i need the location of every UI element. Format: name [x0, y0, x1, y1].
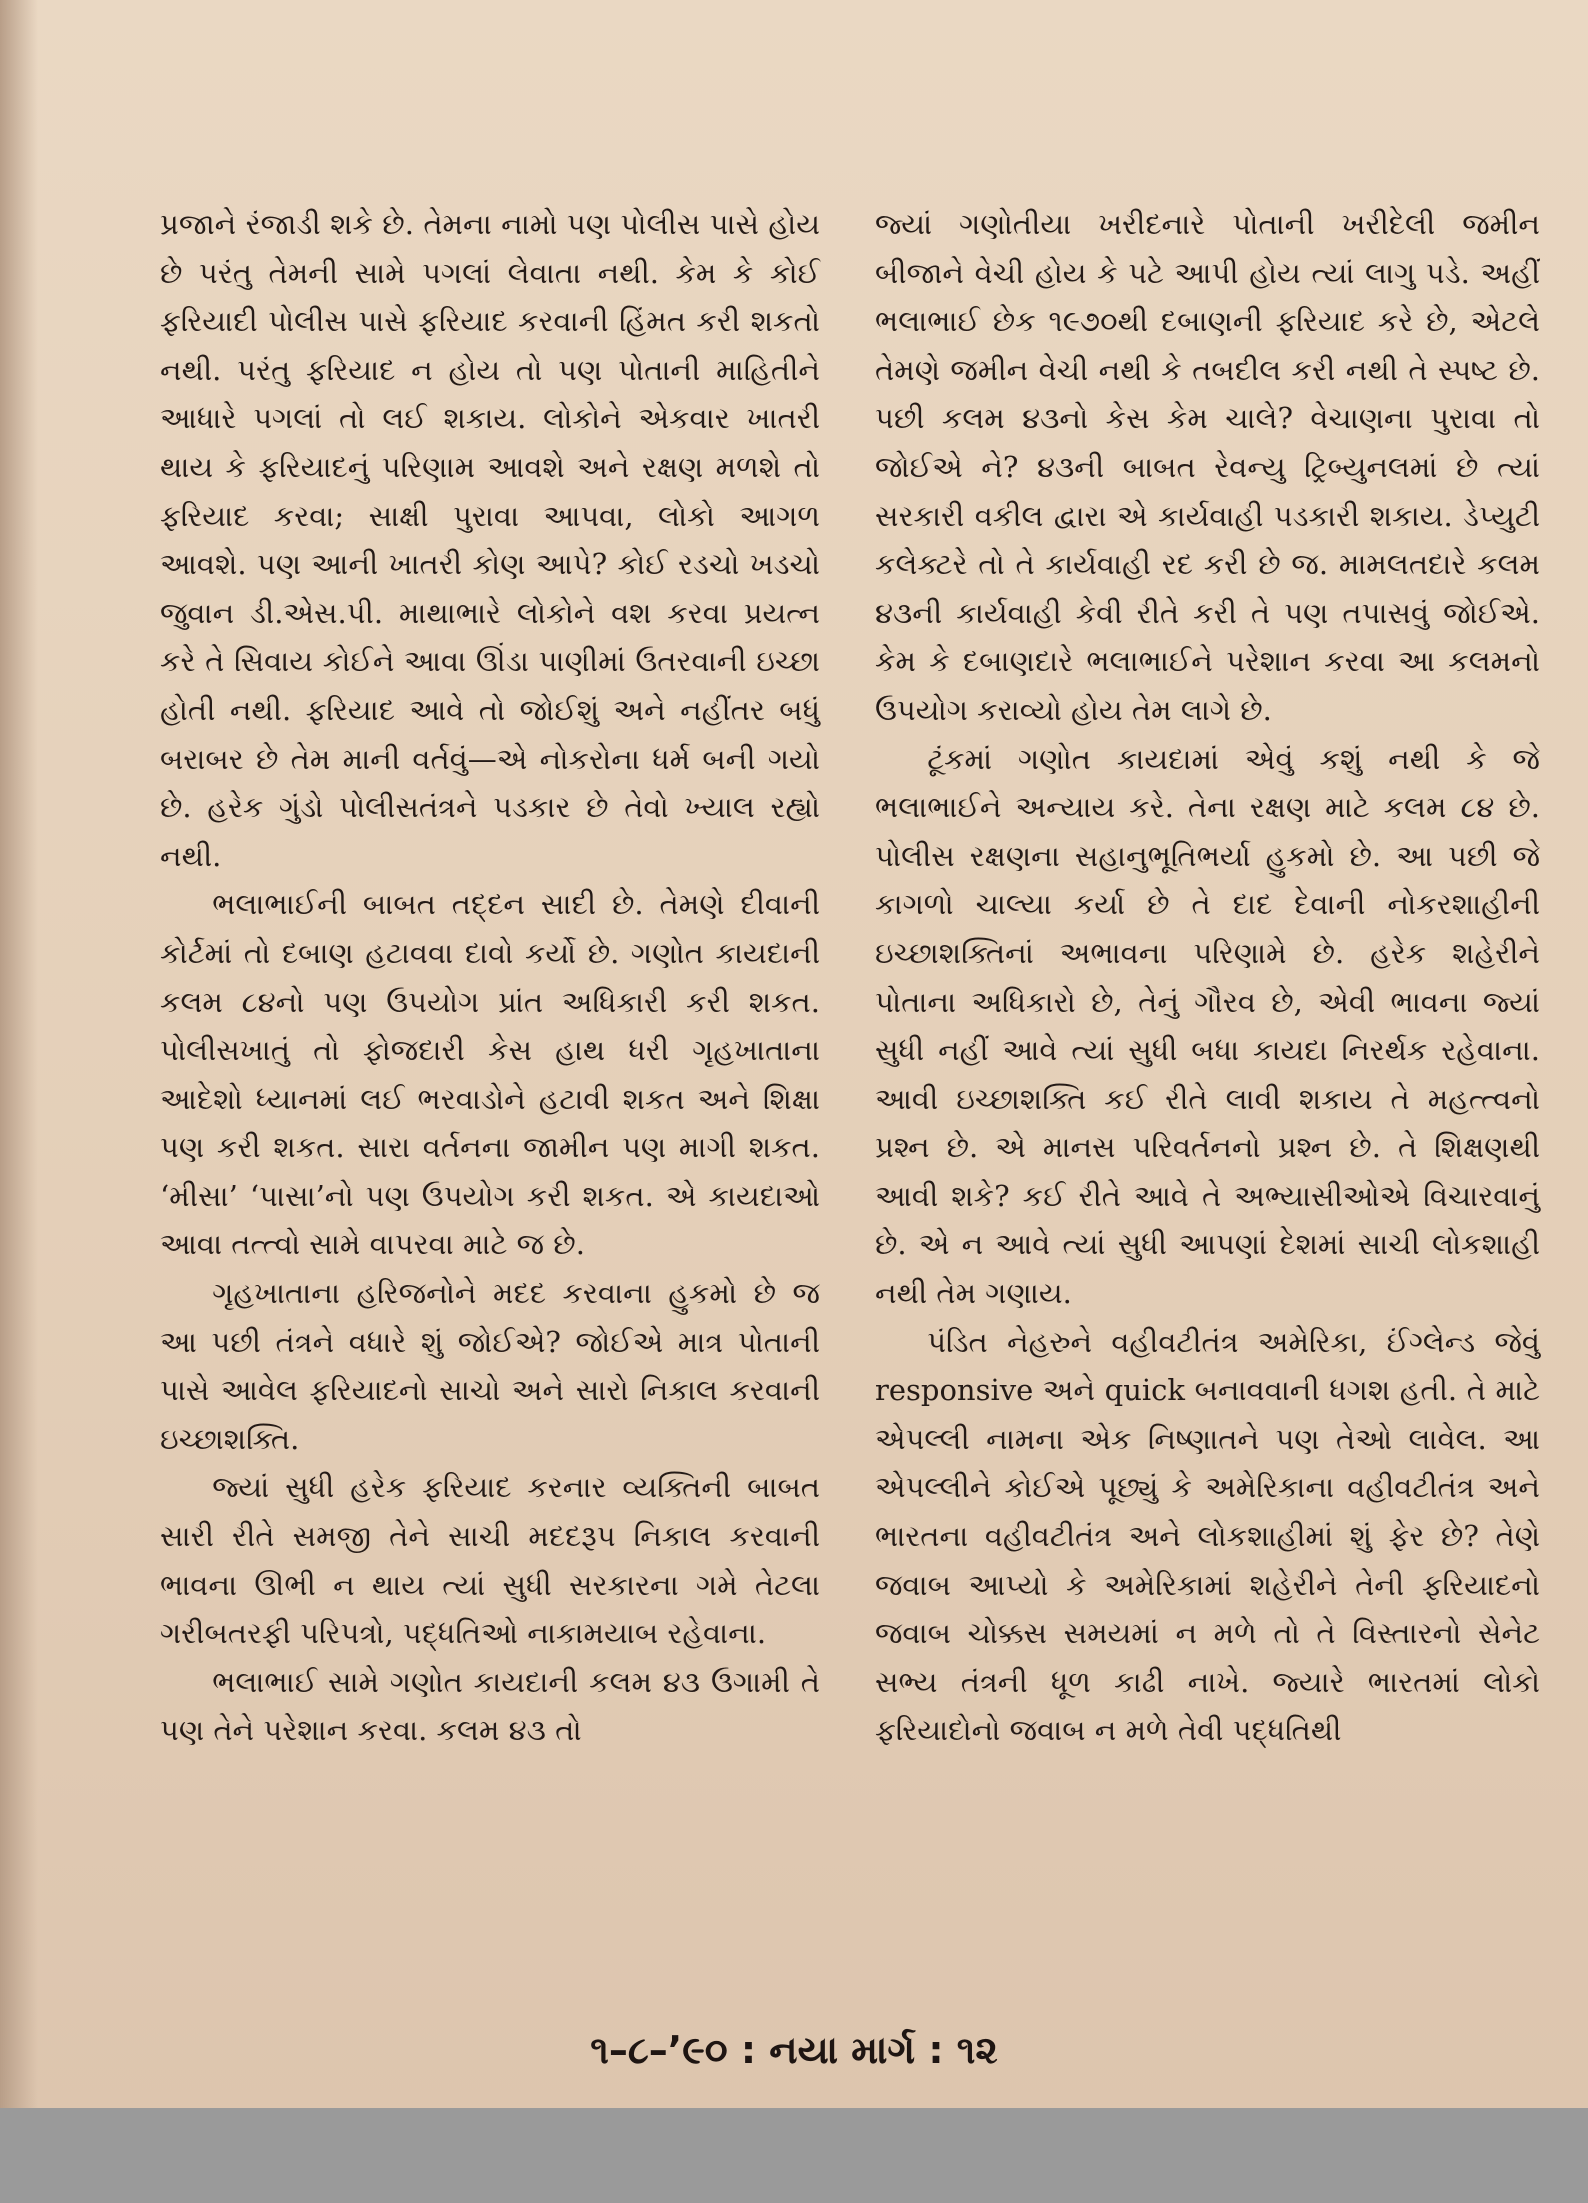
paragraph: પંડિત નેહરુને વહીવટીતંત્ર અમેરિકા, ઈંગ્લેન્ડ જેવું responsive અને quick બનાવવાની ધગશ હતી. તે માટે એપલ્લી નામના એક નિષ્ણાતને પણ તેઓ લાવેલ. આ એપલ્લીને કોઈએ પૂછ્યું કે અમેરિકાના વહીવટીતંત્ર અને ભારતના વહીવટીતંત્ર અને લોકશાહીમાં શું ફેર છે? તેણે જવાબ આપ્યો કે અમેરિકામાં શહેરીને તેની ફરિયાદનો જવાબ ચોક્કસ સમયમાં ન મળે તો તે વિસ્તારનો સેનેટ સભ્ય તંત્રની ધૂળ કાઢી નાખે. જ્યારે ભારતમાં લોકો ફરિયાદોનો જવાબ ન મળે તેવી પદ્ધતિથી: [875, 1324, 1540, 1748]
left-column: [160, 200, 820, 1755]
right-column: [875, 200, 1540, 1755]
scan-background-band: [0, 2108, 1588, 2203]
paragraph: ટૂંકમાં ગણોત કાયદામાં એવું કશું નથી કે જે ભલાભાઈને અન્યાય કરે. તેના રક્ષણ માટે કલમ ૮૪ છે. પોલીસ રક્ષણના સહાનુભૂતિભર્યા હુકમો છે. આ પછી જે કાગળો ચાલ્યા કર્યા છે તે દાદ દેવાની નોકરશાહીની ઇચ્છાશક્તિનાં અભાવના પરિણામે છે. હરેક શહેરીને પોતાના અધિકારો છે, તેનું ગૌરવ છે, એવી ભાવના જ્યાં સુધી નહીં આવે ત્યાં સુધી બધા કાયદા નિરર્થક રહેવાના. આવી ઇચ્છાશક્તિ કઈ રીતે લાવી શકાય તે મહત્ત્વનો પ્રશ્ન છે. એ માનસ પરિવર્તનનો પ્રશ્ન છે. તે શિક્ષણથી આવી શકે? કઈ રીતે આવે તે અભ્યાસીઓએ વિચારવાનું છે. એ ન આવે ત્યાં સુધી આપણાં દેશમાં સાચી લોકશાહી નથી તેમ ગણાય.: [875, 741, 1540, 1311]
paragraph: ભલાભાઈની બાબત તદ્દન સાદી છે. તેમણે દીવાની કોર્ટમાં તો દબાણ હટાવવા દાવો કર્યો છે. ગણોત કાયદાની કલમ ૮૪નો પણ ઉપયોગ પ્રાંત અધિકારી કરી શકત. પોલીસખાતું તો ફોજદારી કેસ હાથ ધરી ગૃહખાતાના આદેશો ધ્યાનમાં લઈ ભરવાડોને હટાવી શકત અને શિક્ષા પણ કરી શકત. સારા વર્તનના જામીન પણ માગી શકત. ‘મીસા’ ‘પાસા’નો પણ ઉપયોગ કરી શકત. એ કાયદાઓ આવા તત્ત્વો સામે વાપરવા માટે જ છે.: [160, 887, 820, 1262]
paragraph: ભલાભાઈ સામે ગણોત કાયદાની કલમ ૪૩ ઉગામી તે પણ તેને પરેશાન કરવા. કલમ ૪૩ તો: [160, 1664, 820, 1748]
page-footer: ૧–૮–’૯૦ : નયા માર્ગ : ૧૨: [590, 2028, 998, 2072]
paragraph: ગૃહખાતાના હરિજનોને મદદ કરવાના હુકમો છે જ આ પછી તંત્રને વધારે શું જોઈએ? જોઈએ માત્ર પોતાની પાસે આવેલ ફરિયાદનો સાચો અને સારો નિકાલ કરવાની ઇચ્છાશક્તિ.: [160, 1276, 820, 1456]
paragraph: જ્યાં ગણોતીયા ખરીદનારે પોતાની ખરીદેલી જમીન બીજાને વેચી હોય કે પટે આપી હોય ત્યાં લાગુ પડે. અહીં ભલાભાઈ છેક ૧૯૭૦થી દબાણની ફરિયાદ કરે છે, એટલે તેમણે જમીન વેચી નથી કે તબદીલ કરી નથી તે સ્પષ્ટ છે. પછી કલમ ૪૩નો કેસ કેમ ચાલે? વેચાણના પુરાવા તો જોઈએ ને? ૪૩ની બાબત રેવન્યુ ટ્રિબ્યુનલમાં છે ત્યાં સરકારી વકીલ દ્વારા એ કાર્યવાહી પડકારી શકાય. ડેપ્યુટી કલેક્ટરે તો તે કાર્યવાહી રદ કરી છે જ. મામલતદારે કલમ ૪૩ની કાર્યવાહી કેવી રીતે કરી તે પણ તપાસવું જોઈએ. કેમ કે દબાણદારે ભલાભાઈને પરેશાન કરવા આ કલમનો ઉપયોગ કરાવ્યો હોય તેમ લાગે છે.: [875, 207, 1541, 727]
binding-shadow: [0, 0, 38, 2203]
paragraph: પ્રજાને રંજાડી શકે છે. તેમના નામો પણ પોલીસ પાસે હોય છે પરંતુ તેમની સામે પગલાં લેવાતા નથી. કેમ કે કોઈ ફરિયાદી પોલીસ પાસે ફરિયાદ કરવાની હિંમત કરી શકતો નથી. પરંતુ ફરિયાદ ન હોય તો પણ પોતાની માહિતીને આધારે પગલાં તો લઈ શકાય. લોકોને એકવાર ખાતરી થાય કે ફરિયાદનું પરિણામ આવશે અને રક્ષણ મળશે તો ફરિયાદ કરવા; સાક્ષી પુરાવા આપવા, લોકો આગળ આવશે. પણ આની ખાતરી કોણ આપે? કોઈ રડચો ખડચો જુવાન ડી.એસ.પી. માથાભારે લોકોને વશ કરવા પ્રયત્ન કરે તે સિવાય કોઈને આવા ઊંડા પાણીમાં ઉતરવાની ઇચ્છા હોતી નથી. ફરિયાદ આવે તો જોઈશું અને નહીંતર બધું બરાબર છે તેમ માની વર્તવું—એ નોકરોના ધર્મ બની ગયો છે. હરેક ગુંડો પોલીસતંત્રને પડકાર છે તેવો ખ્યાલ રહ્યો નથી.: [160, 207, 820, 873]
paragraph: જ્યાં સુધી હરેક ફરિયાદ કરનાર વ્યક્તિની બાબત સારી રીતે સમજી તેને સાચી મદદરૂપ નિકાલ કરવાની ભાવના ઊભી ન થાય ત્યાં સુધી સરકારના ગમે તેટલા ગરીબતરફી પરિપત્રો, પદ્ધતિઓ નાકામયાબ રહેવાના.: [160, 1470, 820, 1651]
